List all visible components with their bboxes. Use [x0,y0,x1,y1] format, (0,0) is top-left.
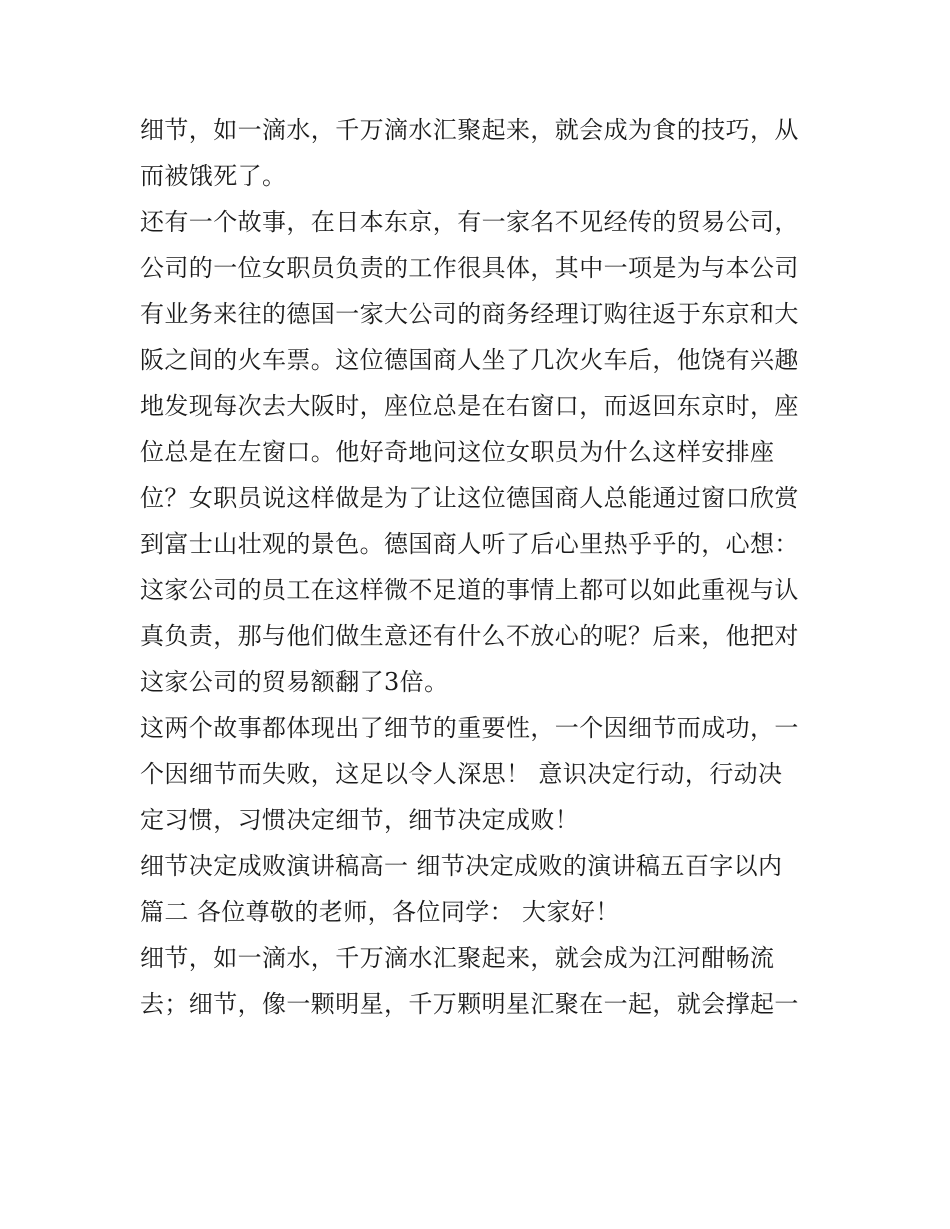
text-line: 去；细节，像一颗明星，千万颗明星汇聚在一起，就会撑起一 [140,990,799,1018]
text-line: 篇二 各位尊敬的老师，各位同学： 大家好！ [140,898,620,926]
text-line: 位？女职员说这样做是为了让这位德国商人总能通过窗口欣赏 [140,484,799,512]
text-line: 真负责，那与他们做生意还有什么不放心的呢？后来，他把对 [140,622,799,650]
text-line: 到富士山壮观的景色。德国商人听了后心里热乎乎的，心想： [140,530,799,558]
text-line: 个因细节而失败，这足以令人深思！ 意识决定行动，行动决 [140,760,783,788]
text-line: 还有一个故事，在日本东京，有一家名不见经传的贸易公司， [140,208,799,236]
text-line: 有业务来往的德国一家大公司的商务经理订购往返于东京和大 [140,300,799,328]
text-line: 位总是在左窗口。他好奇地问这位女职员为什么这样安排座 [140,438,775,466]
text-line: 公司的一位女职员负责的工作很具体，其中一项是为与本公司 [140,254,799,282]
text-line: 阪之间的火车票。这位德国商人坐了几次火车后，他饶有兴趣 [140,346,799,374]
text-line: 定习惯，习惯决定细节，细节决定成败！ [140,806,580,834]
text-line: 地发现每次去大阪时，座位总是在右窗口，而返回东京时，座 [140,392,799,420]
text-line: 细节决定成败演讲稿高一 细节决定成败的演讲稿五百字以内 [140,852,783,880]
text-line: 细节，如一滴水，千万滴水汇聚起来，就会成为食的技巧，从 [140,116,799,144]
text-line: 这家公司的员工在这样微不足道的事情上都可以如此重视与认 [140,576,799,604]
text-line: 这两个故事都体现出了细节的重要性，一个因细节而成功，一 [140,714,799,742]
document-body [140,107,820,1027]
text-line: 细节，如一滴水，千万滴水汇聚起来，就会成为江河酣畅流 [140,944,775,972]
text-line: 而被饿死了。 [140,162,287,190]
text-line: 这家公司的贸易额翻了3倍。 [140,668,449,696]
